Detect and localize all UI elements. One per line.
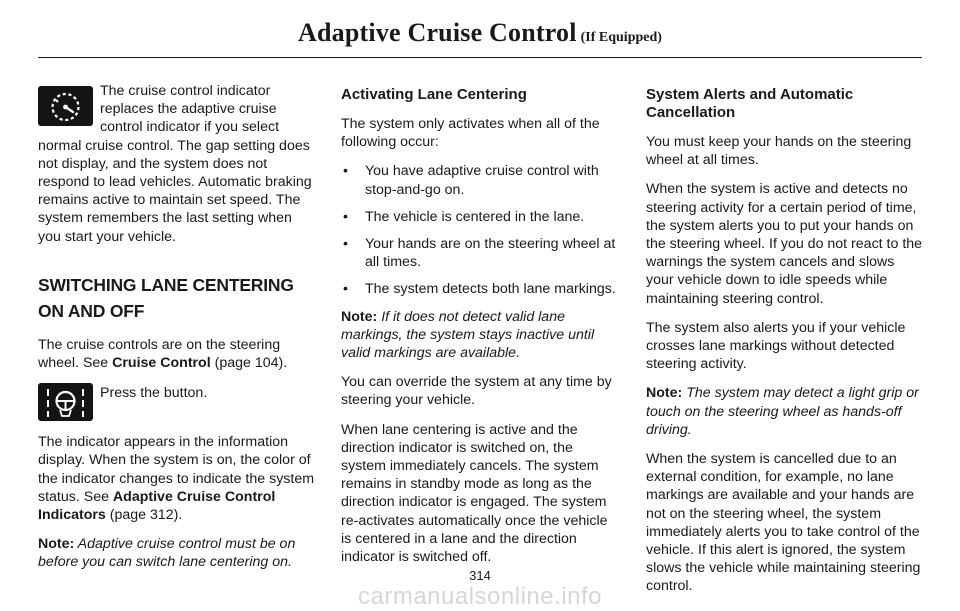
cruise-indicator-text: The cruise control indicator replaces the adaptive cruise control indicator if you select normal cruise control. The gap setting does not display, and the system does not respond to lead vehicles. Automatic braking remains active to maintain set speed. The system remembers the last setting when you start your vehicle. [38, 83, 312, 245]
page-header [0, 18, 960, 48]
activation-conditions-list [341, 162, 619, 298]
column-2 [341, 82, 619, 577]
press-button-block [38, 383, 316, 425]
note-text: If it does not detect valid lane markings, the system stays inactive until valid markings are available. [341, 308, 595, 362]
page-number: 314 [469, 568, 491, 583]
indicator-paragraph: The indicator appears in the information display. When the system is on, the color of the indicator changes to indicate the system status. See Adaptive Cruise Control Indicators (page 312). [38, 434, 315, 524]
column-1 [38, 82, 316, 583]
note-label: Note: [38, 536, 75, 553]
cruise-indicator-block [38, 82, 316, 246]
lane-centering-steering-wheel-icon [38, 383, 93, 421]
list-item: • You have adaptive cruise control with stop-and-go on. [341, 162, 619, 198]
note-label: Note: [646, 385, 683, 402]
lane-crossing-paragraph: The system also alerts you if your vehicle crosses lane markings without detected steering activity. [646, 319, 906, 373]
adaptive-cruise-control-indicators-link[interactable]: Adaptive Cruise Control Indicators [38, 488, 276, 524]
note-text: Adaptive cruise control must be on before you can switch lane centering on. [38, 536, 296, 571]
list-item: • Your hands are on the steering wheel at all times. [341, 235, 619, 271]
page-title: Adaptive Cruise Control [298, 18, 577, 47]
note-text: The system may detect a light grip or touch on the steering wheel as hands-off driving. [646, 385, 919, 438]
cruise-control-speedometer-icon [38, 86, 93, 126]
hands-on-paragraph: You must keep your hands on the steering wheel at all times. [646, 134, 912, 169]
page-subtitle: (If Equipped) [580, 30, 662, 45]
section-heading-system-alerts: System Alerts and Automatic Cancellation [646, 86, 854, 121]
cruise-control-link[interactable]: Cruise Control [112, 355, 211, 372]
header-rule [38, 57, 922, 58]
note-paragraph [38, 535, 316, 571]
no-steering-paragraph: When the system is active and detects no steering activity for a certain period of time, the system alerts you to put your hands on the steering wheel. If you do not react to the warnings the system cancels and slows your vehicle down to idle speeds while maintaining steering control. [646, 181, 923, 307]
override-paragraph: You can override the system at any time by steering your vehicle. [341, 374, 612, 409]
list-item: • The system detects both lane markings. [341, 280, 619, 298]
direction-indicator-paragraph: When lane centering is active and the direction indicator is switched on, the system immediately cancels. The system remains in standby mode as long as the direction indicator is engaged. The system re-activates automatically once the vehicle is centered in a lane and the direction indicator is switched off. [341, 421, 608, 566]
press-button-text: Press the button. [100, 385, 208, 402]
section-heading-activating-lane-centering: Activating Lane Centering [341, 86, 527, 103]
cruise-controls-paragraph: The cruise controls are on the steering wheel. See Cruise Control (page 104). [38, 336, 288, 372]
cancellation-paragraph: When the system is cancelled due to an external condition, for example, no lane markings are available and your hands are not on the steering wheel, the system immediately alerts you to take control of the vehicle. If this alert is ignored, the system slows the vehicle while maintaining steering control. [646, 451, 921, 595]
watermark: carmanualsonline.info [358, 583, 602, 610]
section-heading-switching-lane-centering: SWITCHING LANE CENTERING ON AND OFF [38, 274, 294, 321]
note-paragraph [341, 308, 619, 363]
list-item: • The vehicle is centered in the lane. [341, 208, 619, 226]
activation-intro: The system only activates when all of the following occur: [341, 116, 600, 151]
note-label: Note: [341, 308, 378, 325]
column-3 [646, 82, 924, 607]
note-paragraph [646, 384, 924, 439]
